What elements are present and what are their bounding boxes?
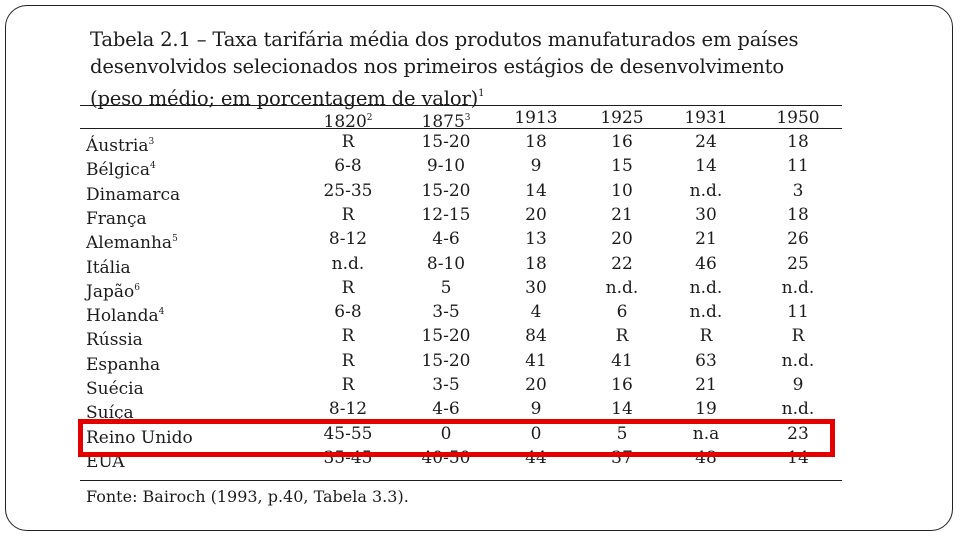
table-row <box>80 252 842 276</box>
country-cell: Dinamarca <box>86 184 181 205</box>
value-cell: n.d. <box>689 277 723 298</box>
caption-text: Tabela 2.1 – Taxa tarifária média dos produtos manufaturados em países desenvolvidos selecionados nos primeiros estágios de desenvolvimento (peso médio; em porcentagem de valor) <box>90 28 799 110</box>
value-cell: n.d. <box>781 277 815 298</box>
value-cell: 30 <box>525 277 547 298</box>
table-source: Fonte: Bairoch (1993, p.40, Tabela 3.3). <box>86 487 409 506</box>
country-cell: Holanda$^4$ <box>86 306 165 327</box>
value-cell: R <box>791 326 805 347</box>
value-cell: 25-35 <box>323 180 373 201</box>
value-cell: 63 <box>695 350 717 371</box>
value-cell: 3-5 <box>432 302 460 323</box>
value-cell: R <box>341 204 355 225</box>
value-cell: n.a <box>692 423 720 444</box>
value-cell: R <box>341 326 355 347</box>
value-cell: 41 <box>525 350 547 371</box>
value-cell: 24 <box>695 132 717 152</box>
value-cell: 0 <box>440 423 452 444</box>
value-cell: 35-45 <box>323 447 373 468</box>
header-rule <box>80 128 842 129</box>
value-cell: 20 <box>611 229 633 250</box>
table-row <box>80 397 842 424</box>
country-cell: Áustria$^3$ <box>86 136 155 156</box>
col-header-1925: 1925 <box>600 108 644 128</box>
value-cell: 41 <box>611 350 633 371</box>
value-cell: 18 <box>525 132 547 152</box>
value-cell: 44 <box>525 447 547 468</box>
table-row <box>80 349 842 373</box>
value-cell: 18 <box>787 204 809 225</box>
value-cell: 21 <box>611 204 633 225</box>
value-cell: R <box>341 350 355 371</box>
value-cell: 40-50 <box>421 447 471 468</box>
value-cell: 4-6 <box>432 399 460 420</box>
value-cell: 18 <box>787 132 809 152</box>
table-row <box>80 203 842 227</box>
highlight-box-reino-unido <box>78 419 835 457</box>
value-cell: 6 <box>616 302 628 323</box>
value-cell: 48 <box>695 447 717 468</box>
value-cell: 9 <box>792 375 804 395</box>
caption-footnote: 1 <box>478 88 485 99</box>
value-cell: 9-10 <box>426 156 466 177</box>
value-cell: 3 <box>792 180 804 201</box>
country-cell: Suíça <box>86 403 134 424</box>
col-header-1820: 1820$^2$ <box>323 112 373 132</box>
table-row <box>80 324 842 351</box>
value-cell: R <box>341 277 355 298</box>
table-row <box>80 227 842 254</box>
value-cell: 5 <box>616 423 628 444</box>
value-cell: 8-10 <box>426 253 466 274</box>
value-cell: n.d. <box>689 302 723 323</box>
value-cell: 19 <box>695 399 717 420</box>
value-cell: 9 <box>530 399 542 420</box>
value-cell: 84 <box>525 326 547 347</box>
value-cell: 22 <box>611 253 633 274</box>
value-cell: R <box>615 326 629 347</box>
value-cell: 16 <box>611 132 633 152</box>
value-cell: 6-8 <box>334 156 362 177</box>
table-caption <box>90 26 840 112</box>
value-cell: n.d. <box>605 277 639 298</box>
value-cell: n.d. <box>689 180 723 201</box>
value-cell: 21 <box>695 229 717 250</box>
value-cell: n.d. <box>331 253 365 274</box>
value-cell: 9 <box>530 156 542 177</box>
value-cell: 15 <box>611 156 633 177</box>
col-header-1913: 1913 <box>514 108 558 128</box>
value-cell: 25 <box>787 253 809 274</box>
value-cell: 14 <box>611 399 633 420</box>
header-row <box>80 106 842 130</box>
bottom-rule <box>80 480 842 481</box>
value-cell: 6-8 <box>334 302 362 323</box>
value-cell: 14 <box>525 180 547 201</box>
value-cell: 46 <box>695 253 717 274</box>
value-cell: 3-5 <box>432 375 460 395</box>
value-cell: 30 <box>695 204 717 225</box>
value-cell: 37 <box>611 447 633 468</box>
value-cell: 15-20 <box>421 180 471 201</box>
value-cell: 11 <box>787 302 809 323</box>
table-row <box>80 276 842 300</box>
value-cell: 16 <box>611 375 633 395</box>
value-cell: 8-12 <box>328 399 368 420</box>
value-cell: R <box>699 326 713 347</box>
value-cell: 11 <box>787 156 809 177</box>
value-cell: 10 <box>611 180 633 201</box>
value-cell: 20 <box>525 204 547 225</box>
value-cell: 8-12 <box>328 229 368 250</box>
table-row <box>80 300 842 327</box>
value-cell: n.d. <box>781 399 815 420</box>
value-cell: 14 <box>787 447 809 468</box>
country-cell: Japão$^6$ <box>86 281 140 302</box>
value-cell: 0 <box>530 423 542 444</box>
value-cell: 14 <box>695 156 717 177</box>
value-cell: 20 <box>525 375 547 395</box>
country-cell: Espanha <box>86 354 161 375</box>
value-cell: 18 <box>525 253 547 274</box>
country-cell: França <box>86 208 147 229</box>
country-cell: Suécia <box>86 379 144 399</box>
value-cell: 12-15 <box>421 204 471 225</box>
table-row <box>80 179 842 203</box>
table-row <box>80 373 842 397</box>
value-cell: R <box>341 375 355 395</box>
country-cell: Itália <box>86 257 131 278</box>
value-cell: 21 <box>695 375 717 395</box>
col-header-1931: 1931 <box>684 108 728 128</box>
value-cell: 26 <box>787 229 809 250</box>
value-cell: R <box>341 132 355 152</box>
value-cell: 4-6 <box>432 229 460 250</box>
table-row <box>80 130 842 154</box>
value-cell: 13 <box>525 229 547 250</box>
country-cell: Alemanha$^5$ <box>86 233 178 254</box>
value-cell: 23 <box>787 423 809 444</box>
value-cell: 15-20 <box>421 350 471 371</box>
country-cell: Bélgica$^4$ <box>86 160 156 181</box>
value-cell: 15-20 <box>421 132 471 152</box>
country-cell: EUA <box>86 451 125 472</box>
country-cell: Reino Unido <box>86 427 193 448</box>
value-cell: 15-20 <box>421 326 471 347</box>
value-cell: 4 <box>530 302 542 323</box>
value-cell: n.d. <box>781 350 815 371</box>
table-row <box>80 154 842 181</box>
value-cell: 45-55 <box>323 423 373 444</box>
col-header-1950: 1950 <box>776 108 820 128</box>
country-cell: Rússia <box>86 330 143 351</box>
col-header-1875: 1875$^3$ <box>421 112 471 132</box>
value-cell: 5 <box>440 277 452 298</box>
